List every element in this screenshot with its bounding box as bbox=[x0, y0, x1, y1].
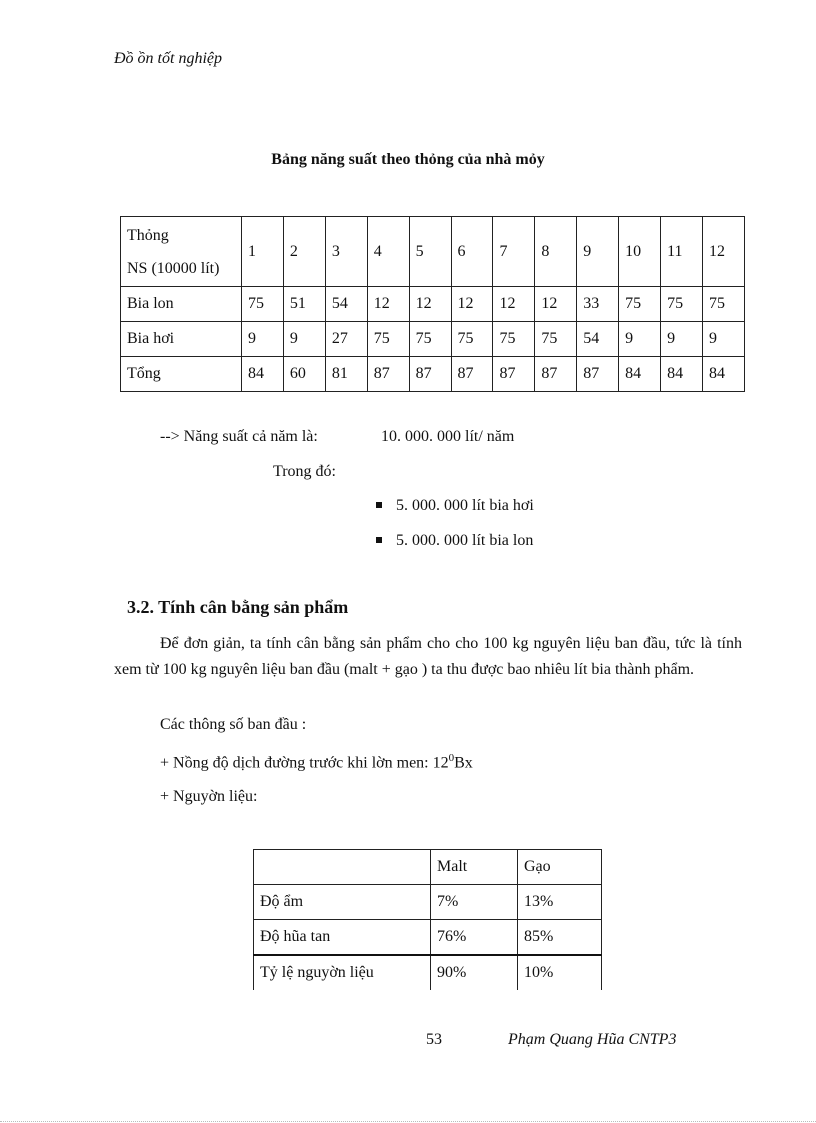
value-cell: 87 bbox=[367, 357, 409, 392]
table-row bbox=[254, 885, 602, 920]
value-cell: 9 bbox=[702, 322, 744, 357]
value-cell: 75 bbox=[535, 322, 577, 357]
value-cell: 51 bbox=[283, 287, 325, 322]
table-row bbox=[254, 920, 602, 956]
month-cell: 5 bbox=[409, 217, 451, 287]
params-title: Các thông số ban đầu : bbox=[160, 716, 307, 733]
value-cell: 75 bbox=[242, 287, 284, 322]
month-cell: 10 bbox=[619, 217, 661, 287]
month-cell: 7 bbox=[493, 217, 535, 287]
value-cell: 60 bbox=[283, 357, 325, 392]
month-cell: 8 bbox=[535, 217, 577, 287]
footer-author: Phạm Quang Hũa CNTP3 bbox=[508, 1031, 677, 1048]
value-cell: 87 bbox=[577, 357, 619, 392]
section-heading: 3.2. Tính cân bằng sản phẩm bbox=[127, 597, 349, 617]
month-cell: 3 bbox=[325, 217, 367, 287]
header-cell: Gạo bbox=[518, 850, 602, 885]
annual-production-line bbox=[160, 428, 515, 446]
page-number: 53 bbox=[426, 1031, 442, 1048]
row-label: Độ ẩm bbox=[254, 885, 431, 920]
value-cell: 10% bbox=[518, 955, 602, 990]
value-cell: 12 bbox=[451, 287, 493, 322]
header-cell: Malt bbox=[431, 850, 518, 885]
page-bottom-divider bbox=[0, 1121, 816, 1122]
value-cell: 9 bbox=[661, 322, 703, 357]
param-concentration-unit: Bx bbox=[454, 754, 473, 772]
bullet-text: 5. 000. 000 lít bia hơi bbox=[396, 497, 534, 514]
table-header-row bbox=[254, 850, 602, 885]
value-cell: 87 bbox=[493, 357, 535, 392]
value-cell: 75 bbox=[409, 322, 451, 357]
value-cell: 54 bbox=[325, 287, 367, 322]
month-cell: 11 bbox=[661, 217, 703, 287]
month-cell: 9 bbox=[577, 217, 619, 287]
bullet-square-icon bbox=[376, 537, 382, 543]
param-concentration bbox=[160, 752, 473, 772]
table-row-bia-hoi bbox=[121, 322, 745, 357]
value-cell: 84 bbox=[702, 357, 744, 392]
bullet-item bbox=[376, 532, 533, 550]
table-row bbox=[254, 955, 602, 990]
value-cell: 87 bbox=[535, 357, 577, 392]
bullet-text: 5. 000. 000 lít bia lon bbox=[396, 532, 534, 549]
table-title: Bảng năng suất theo thỏng của nhà mỏy bbox=[271, 151, 545, 168]
month-cell: 1 bbox=[242, 217, 284, 287]
value-cell: 12 bbox=[535, 287, 577, 322]
table-row-tong bbox=[121, 357, 745, 392]
value-cell: 76% bbox=[431, 920, 518, 956]
value-cell: 54 bbox=[577, 322, 619, 357]
table-row-bia-lon bbox=[121, 287, 745, 322]
value-cell: 75 bbox=[367, 322, 409, 357]
row-label: Bia hơi bbox=[121, 322, 242, 357]
value-cell: 84 bbox=[619, 357, 661, 392]
annual-production-label: --> Năng suất cả năm là: bbox=[160, 428, 318, 445]
value-cell: 75 bbox=[493, 322, 535, 357]
value-cell: 81 bbox=[325, 357, 367, 392]
value-cell: 75 bbox=[619, 287, 661, 322]
header-label-ns: NS (10000 lít) bbox=[127, 259, 220, 277]
value-cell: 75 bbox=[702, 287, 744, 322]
value-cell: 7% bbox=[431, 885, 518, 920]
value-cell: 12 bbox=[409, 287, 451, 322]
param-raw-material: + Nguyờn liệu: bbox=[160, 788, 258, 805]
value-cell: 9 bbox=[619, 322, 661, 357]
row-label: Bia lon bbox=[121, 287, 242, 322]
section-paragraph: Để đơn giản, ta tính cân bằng sản phẩm cho cho 100 kg nguyên liệu ban đầu, tức là tính xem từ 100 kg nguyên liệu ban đầu (malt + gạo ) ta thu được bao nhiêu lít bia thành phẩm. bbox=[114, 635, 742, 678]
value-cell: 90% bbox=[431, 955, 518, 990]
value-cell: 84 bbox=[242, 357, 284, 392]
month-cell: 6 bbox=[451, 217, 493, 287]
param-concentration-sup: 0 bbox=[448, 752, 455, 764]
annual-production-value: 10. 000. 000 lít/ năm bbox=[381, 428, 515, 445]
value-cell: 84 bbox=[661, 357, 703, 392]
month-cell: 12 bbox=[702, 217, 744, 287]
raw-material-table bbox=[253, 849, 602, 990]
value-cell: 9 bbox=[242, 322, 284, 357]
value-cell: 87 bbox=[451, 357, 493, 392]
value-cell: 85% bbox=[518, 920, 602, 956]
header-label-cell bbox=[121, 217, 242, 287]
value-cell: 33 bbox=[577, 287, 619, 322]
value-cell: 75 bbox=[451, 322, 493, 357]
header-label-month: Thỏng bbox=[127, 226, 169, 244]
row-label: Tỷ lệ nguyờn liệu bbox=[254, 955, 431, 990]
value-cell: 13% bbox=[518, 885, 602, 920]
value-cell: 12 bbox=[493, 287, 535, 322]
productivity-table bbox=[120, 216, 745, 392]
value-cell: 87 bbox=[409, 357, 451, 392]
header-cell bbox=[254, 850, 431, 885]
value-cell: 75 bbox=[661, 287, 703, 322]
table-header-row bbox=[121, 217, 745, 287]
row-label: Độ hũa tan bbox=[254, 920, 431, 956]
param-concentration-text: + Nồng độ dịch đường trước khi lờn men: 12 bbox=[160, 754, 449, 772]
month-cell: 2 bbox=[283, 217, 325, 287]
row-label: Tổng bbox=[121, 357, 242, 392]
bullet-square-icon bbox=[376, 502, 382, 508]
trong-do-label: Trong đó: bbox=[273, 463, 336, 480]
month-cell: 4 bbox=[367, 217, 409, 287]
value-cell: 27 bbox=[325, 322, 367, 357]
value-cell: 12 bbox=[367, 287, 409, 322]
bullet-item bbox=[376, 497, 534, 515]
page-header: Đồ ồn tốt nghiệp bbox=[114, 50, 222, 67]
value-cell: 9 bbox=[283, 322, 325, 357]
